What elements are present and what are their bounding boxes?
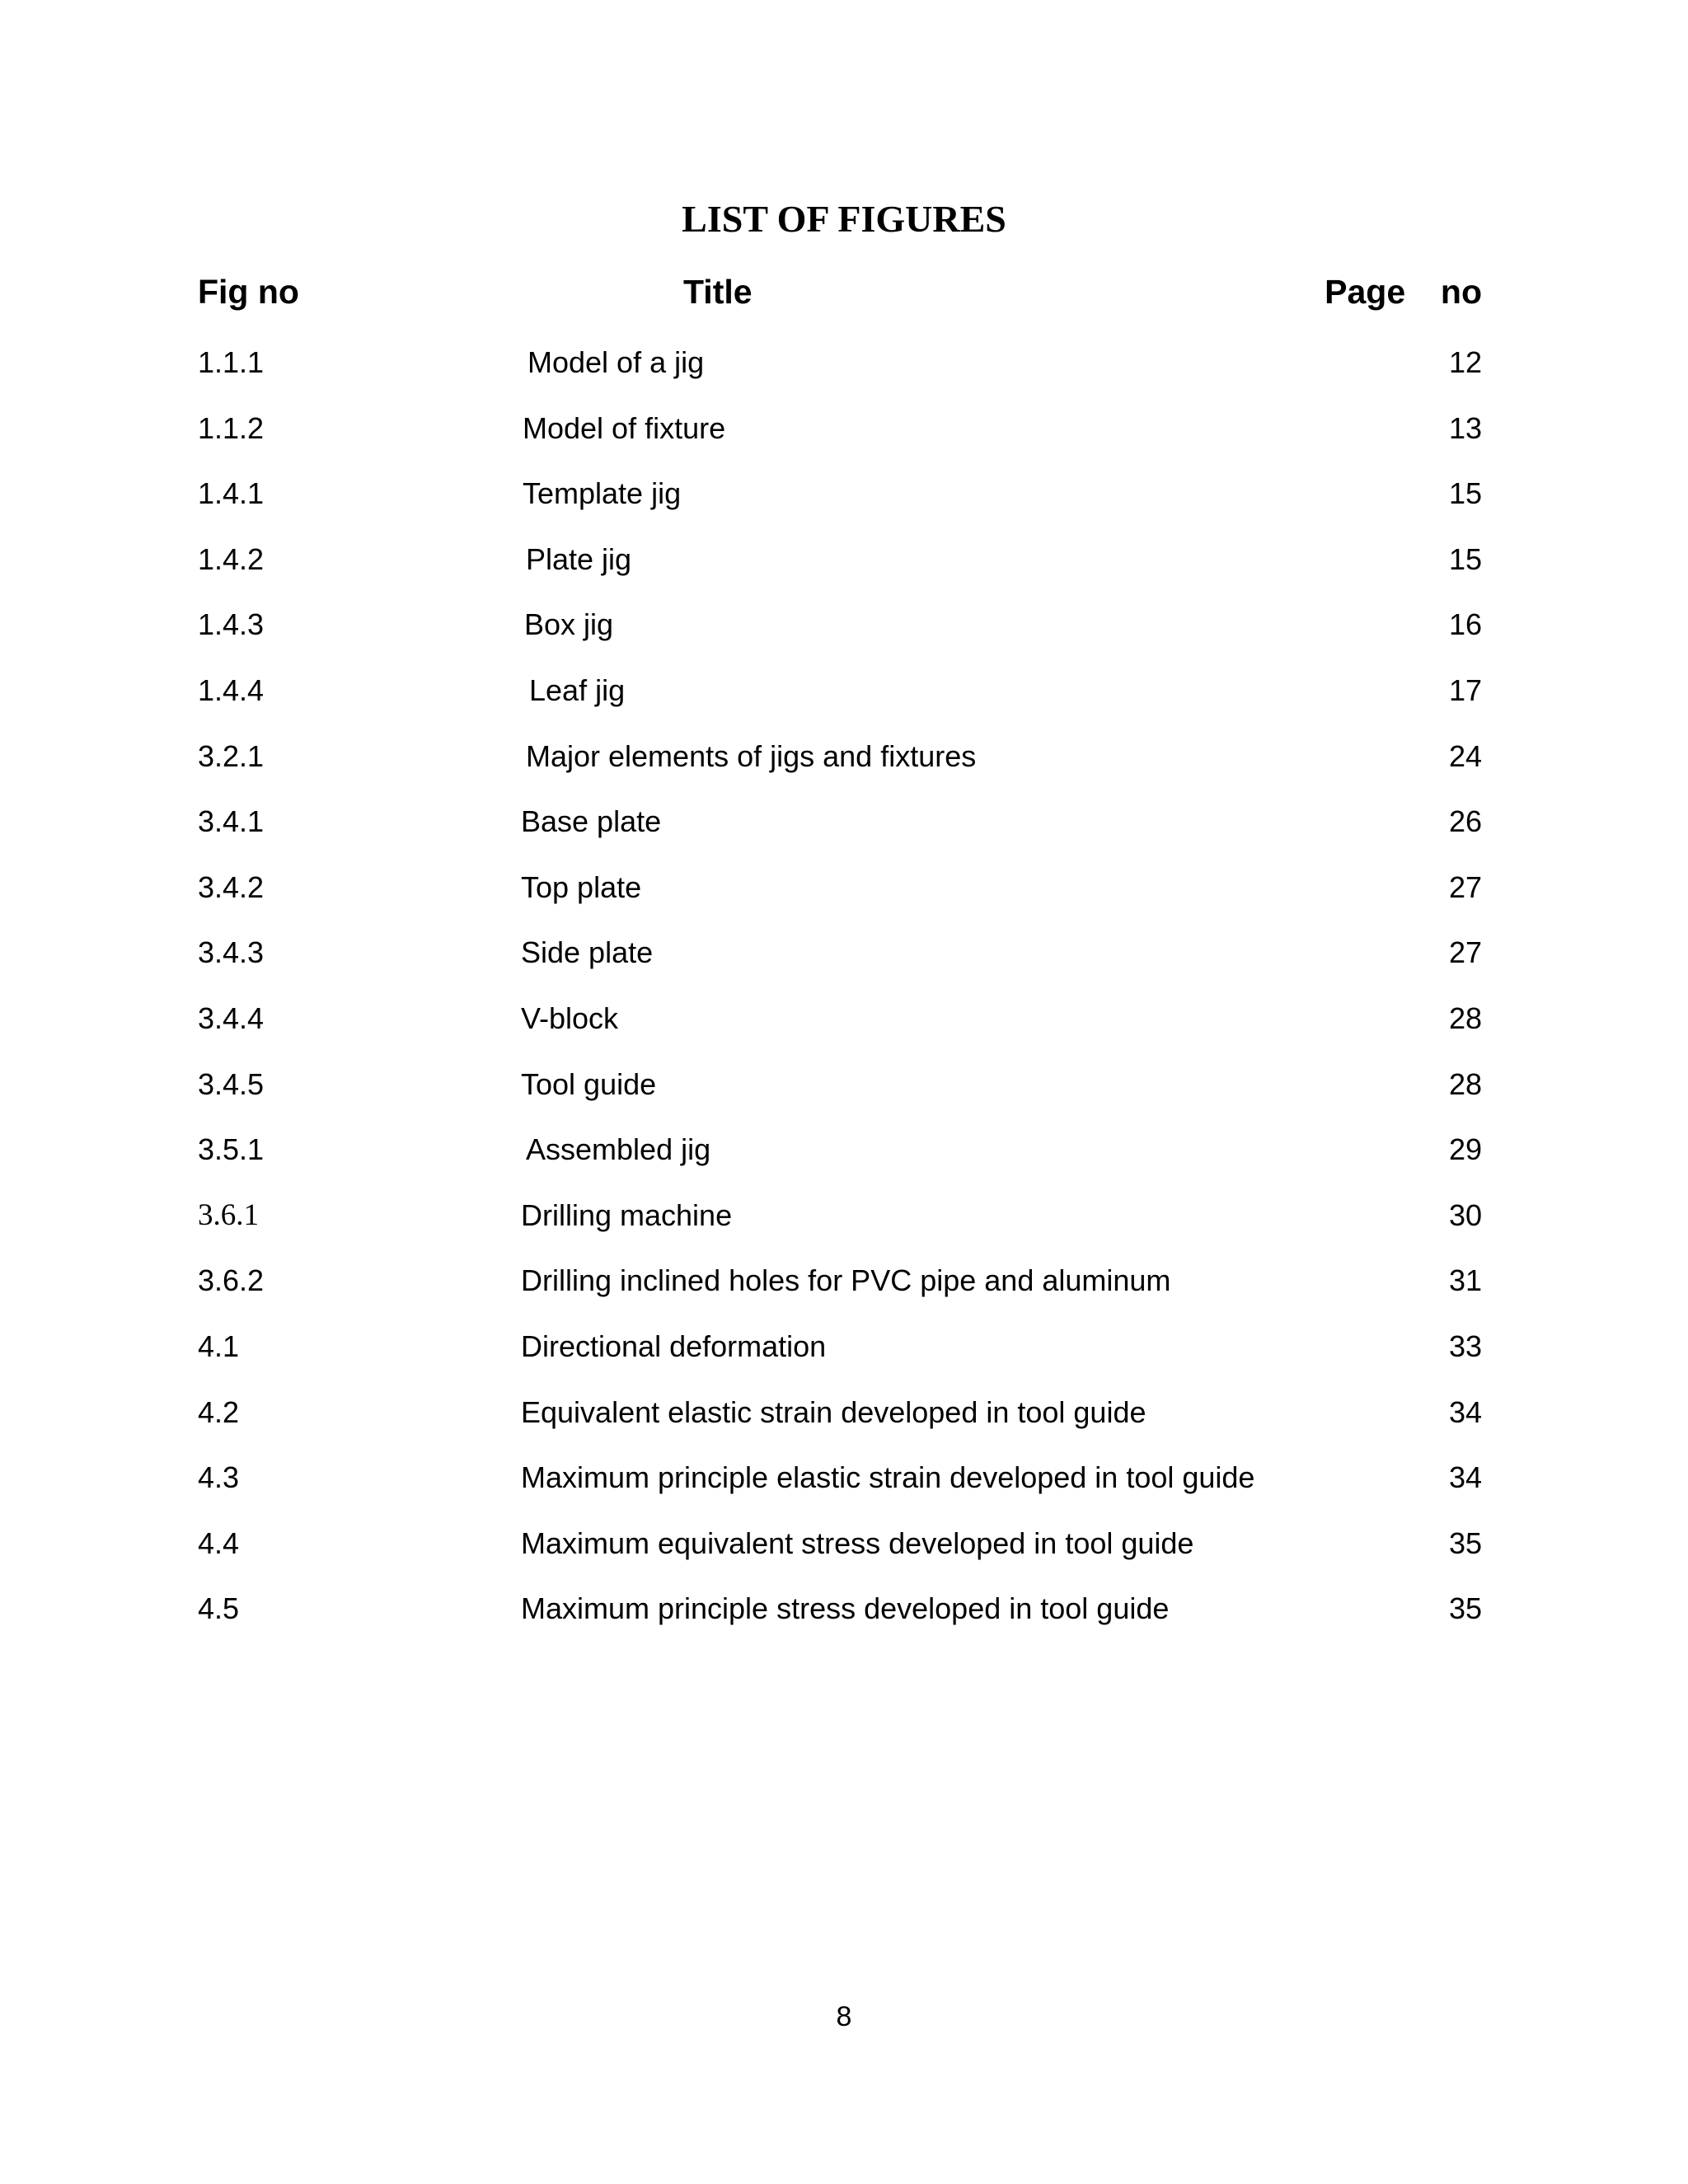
figure-page: 15	[1448, 476, 1482, 511]
table-row	[0, 1191, 1688, 1257]
table-row	[0, 1125, 1688, 1191]
figure-page: 17	[1448, 673, 1482, 707]
figure-page: 34	[1448, 1394, 1482, 1429]
figure-page: 29	[1448, 1132, 1482, 1167]
figure-number: 1.4.1	[198, 476, 265, 511]
table-row	[0, 1060, 1688, 1126]
header-title: Title	[683, 273, 753, 311]
figure-title: Equivalent elastic strain developed in tool guide	[521, 1394, 1146, 1429]
figure-title: Top plate	[521, 869, 642, 904]
table-row	[0, 338, 1688, 404]
figure-title: Maximum equivalent stress developed in tool guide	[521, 1526, 1194, 1560]
figure-number: 4.1	[198, 1329, 240, 1363]
figure-title: V-block	[521, 1001, 619, 1035]
header-fig-no: Fig no	[198, 273, 299, 311]
figure-title: Major elements of jigs and fixtures	[526, 738, 977, 773]
table-row	[0, 600, 1688, 666]
figure-title: Leaf jig	[529, 673, 626, 707]
figure-number: 1.1.2	[198, 410, 265, 445]
figure-title: Box jig	[524, 607, 614, 642]
table-row	[0, 1519, 1688, 1585]
table-row	[0, 1322, 1688, 1388]
figure-title: Maximum principle elastic strain developed in tool guide	[521, 1460, 1255, 1495]
figure-page: 27	[1448, 935, 1482, 970]
figure-page: 12	[1448, 345, 1482, 379]
table-row	[0, 469, 1688, 535]
figure-number: 4.2	[198, 1394, 240, 1429]
figure-page: 26	[1448, 804, 1482, 839]
figure-page: 24	[1448, 738, 1482, 773]
figure-number: 1.4.3	[198, 607, 265, 642]
figure-title: Model of a jig	[528, 345, 705, 379]
table-row	[0, 732, 1688, 798]
page-title: LIST OF FIGURES	[682, 198, 1006, 240]
table-row	[0, 1584, 1688, 1650]
figure-number: 3.6.1	[198, 1197, 259, 1232]
figure-page: 35	[1448, 1591, 1482, 1626]
figure-title: Assembled jig	[526, 1132, 711, 1167]
figure-number: 4.5	[198, 1591, 240, 1626]
figure-page: 30	[1448, 1197, 1482, 1232]
figure-page: 34	[1448, 1460, 1482, 1495]
figure-page: 28	[1448, 1066, 1482, 1101]
figure-page: 27	[1448, 869, 1482, 904]
figure-number: 1.4.4	[198, 673, 265, 707]
table-row	[0, 863, 1688, 929]
table-row	[0, 1388, 1688, 1454]
figure-page: 28	[1448, 1001, 1482, 1035]
table-row	[0, 1256, 1688, 1322]
figure-title: Model of fixture	[523, 410, 726, 445]
table-row	[0, 535, 1688, 601]
figure-page: 35	[1448, 1526, 1482, 1560]
figure-number: 3.4.2	[198, 869, 265, 904]
figure-number: 3.4.4	[198, 1001, 265, 1035]
figure-list	[0, 338, 1688, 1650]
figure-number: 3.4.5	[198, 1066, 265, 1101]
table-row	[0, 928, 1688, 994]
figure-title: Tool guide	[521, 1066, 657, 1101]
figure-title: Maximum principle stress developed in tool guide	[521, 1591, 1170, 1626]
figure-title: Base plate	[521, 804, 662, 839]
figure-number: 1.1.1	[198, 345, 265, 379]
figure-title: Drilling inclined holes for PVC pipe and aluminum	[521, 1263, 1171, 1298]
table-row	[0, 404, 1688, 470]
figure-title: Template jig	[523, 476, 682, 511]
figure-number: 3.5.1	[198, 1132, 265, 1167]
figure-number: 3.4.3	[198, 935, 265, 970]
figure-number: 1.4.2	[198, 541, 265, 576]
figure-number: 3.6.2	[198, 1263, 265, 1298]
header-page-no: Page no	[1325, 273, 1482, 311]
page-number: 8	[836, 2001, 852, 2032]
table-row	[0, 666, 1688, 732]
table-row	[0, 994, 1688, 1060]
figure-number: 3.2.1	[198, 738, 265, 773]
figure-page: 16	[1448, 607, 1482, 642]
figure-title: Drilling machine	[521, 1197, 733, 1232]
figure-page: 15	[1448, 541, 1482, 576]
figure-page: 33	[1448, 1329, 1482, 1363]
table-row	[0, 797, 1688, 863]
table-row	[0, 1453, 1688, 1519]
figure-title: Side plate	[521, 935, 654, 970]
table-header	[0, 267, 1688, 316]
figure-number: 3.4.1	[198, 804, 265, 839]
figure-page: 13	[1448, 410, 1482, 445]
figure-number: 4.4	[198, 1526, 240, 1560]
figure-title: Plate jig	[526, 541, 632, 576]
figure-title: Directional deformation	[521, 1329, 827, 1363]
figure-number: 4.3	[198, 1460, 240, 1495]
figure-page: 31	[1448, 1263, 1482, 1298]
